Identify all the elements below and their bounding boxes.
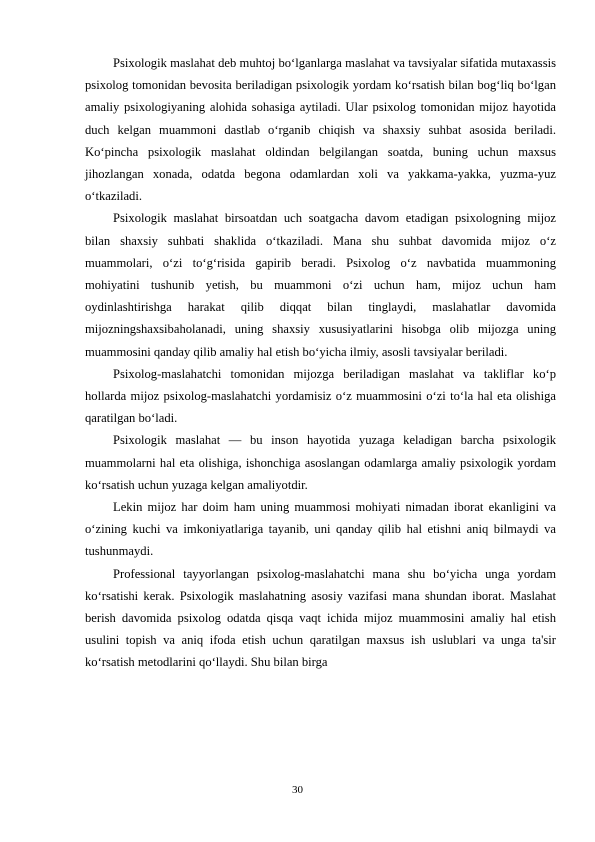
paragraph: Psixologik maslahat deb muhtoj bo‘lganlarga maslahat va tavsiyalar sifatida mutaxassis psixolog tomonidan bevosita beriladigan psixologik yordam ko‘rsatish bilan bog‘liq bo‘lgan amaliy psixologiyaning alohida sohasiga aytiladi. Ular psixolog tomonidan mijoz hayotida duch kelgan muammoni dastlab o‘rganib chiqish va shaxsiy suhbat asosida beriladi. Ko‘pincha psixologik maslahat oldindan belgilangan soatda, buning uchun maxsus jihozlangan xonada, odatda begona odamlardan xoli va yakkama-yakka, yuzma-yuz o‘tkaziladi. [85, 56, 556, 204]
body-text [85, 52, 556, 674]
page-number: 30 [292, 784, 303, 796]
paragraph: Psixologik maslahat birsoatdan uch soatgacha davom etadigan psixologning mijoz bilan shaxsiy suhbati shaklida o‘tkaziladi. Mana shu suhbat davomida mijoz o‘z muammolari, o‘zi to‘g‘risida gapirib beradi. Psixolog o‘z navbatida muammoning mohiyatini tushunib yetish, bu muammoni o‘zi uchun ham, mijoz uchun ham oydinlashtirishga harakat qilib diqqat bilan tinglaydi, maslahatlar davomida mijozningshaxsibaholanadi, uning shaxsiy xususiyatlarini hisobga olib mijozga uning muammosini qanday qilib amaliy hal etish bo‘yicha ilmiy, asosli tavsiyalar beriladi. [85, 211, 556, 359]
paragraph: Lekin mijoz har doim ham uning muammosi mohiyati nimadan iborat ekanligini va o‘zining kuchi va imkoniyatlariga tayanib, uni qanday qilib hal etishni aniq bilmaydi va tushunmaydi. [85, 500, 556, 559]
paragraph: Professional tayyorlangan psixolog-maslahatchi mana shu bo‘yicha unga yordam ko‘rsatishi kerak. Psixologik maslahatning asosiy vazifasi mana shundan iborat. Maslahat berish davomida psixolog odatda qisqa vaqt ichida mijoz muammosini amaliy hal etish usulini topish va aniq ifoda etish uchun qaratilgan maxsus ish uslublari va unga ta'sir ko‘rsatish metodlarini qo‘llaydi. Shu bilan birga [85, 566, 556, 670]
paragraph: Psixologik maslahat — bu inson hayotida yuzaga keladigan barcha psixologik muammolarni hal eta olishiga, ishonchiga asoslangan odamlarga amaliy psixologik yordam ko‘rsatish uchun yuzaga kelgan amaliyotdir. [85, 433, 556, 492]
paragraph: Psixolog-maslahatchi tomonidan mijozga beriladigan maslahat va takliflar ko‘p hollarda mijoz psixolog-maslahatchi yordamisiz o‘z muammosini o‘zi to‘la hal eta olishiga qaratilgan bo‘ladi. [85, 366, 556, 426]
